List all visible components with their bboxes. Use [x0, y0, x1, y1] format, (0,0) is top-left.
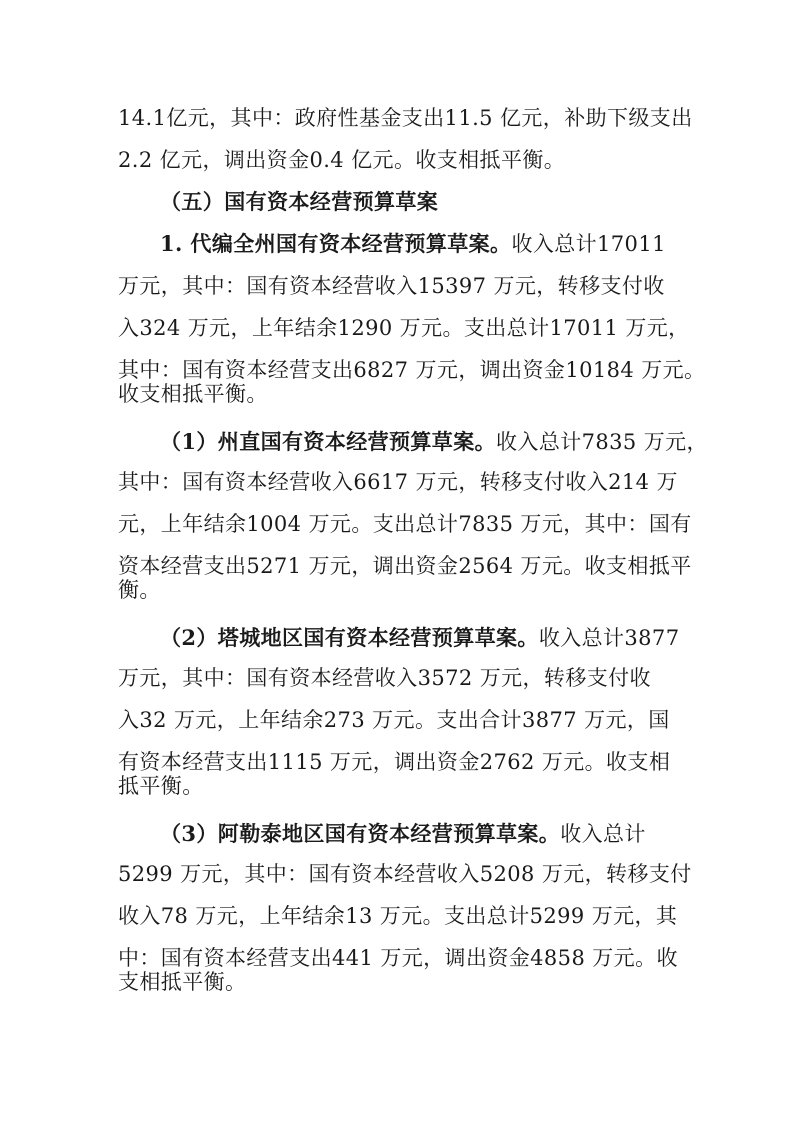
paragraph-line: 入324 万元，上年结余1290 万元。支出总计17011 万元， — [118, 316, 690, 340]
item-text: 收入总计17011 — [511, 232, 666, 256]
paragraph-line: 有资本经营支出1115 万元，调出资金2762 万元。收支相 — [118, 750, 671, 774]
paragraph-line: 收入78 万元，上年结余13 万元。支出总计5299 万元，其 — [118, 904, 678, 928]
paragraph-line: 中：国有资本经营支出441 万元，调出资金4858 万元。收 — [118, 946, 678, 970]
paragraph-line: 5299 万元，其中：国有资本经营收入5208 万元，转移支付 — [118, 862, 692, 886]
item-text: 收入总计3877 — [538, 626, 680, 650]
paragraph-line: 抵平衡。 — [118, 774, 204, 798]
paragraph-line: 万元，其中：国有资本经营收入3572 万元，转移支付收 — [118, 666, 651, 690]
item-text: 收入总计 — [560, 822, 646, 846]
paragraph-line: 14.1亿元，其中：政府性基金支出11.5 亿元，补助下级支出 — [118, 106, 693, 130]
paragraph-line: 2.2 亿元，调出资金0.4 亿元。收支相抵平衡。 — [118, 148, 566, 172]
section-heading: （五）国有资本经营预算草案 — [160, 189, 439, 214]
item-first-line — [160, 232, 720, 256]
paragraph-line: 入32 万元，上年结余273 万元。支出合计3877 万元，国 — [118, 708, 670, 732]
item-text: 收入总计7835 万元， — [496, 430, 708, 454]
paragraph-line: 资本经营支出5271 万元，调出资金2564 万元。收支相抵平 — [118, 554, 692, 578]
item-first-line — [160, 430, 720, 454]
paragraph-line: 其中：国有资本经营收入6617 万元，转移支付收入214 万 — [118, 470, 678, 494]
item-title: （1）州直国有资本经营预算草案。 — [160, 429, 497, 454]
paragraph-line: 收支相抵平衡。 — [118, 382, 268, 406]
paragraph-line: 衡。 — [118, 578, 161, 602]
paragraph-line: 其中：国有资本经营支出6827 万元，调出资金10184 万元。 — [118, 358, 706, 382]
item-title: 1. 代编全州国有资本经营预算草案。 — [160, 231, 512, 256]
paragraph-line: 万元，其中：国有资本经营收入15397 万元，转移支付收 — [118, 274, 665, 298]
item-title: （3）阿勒泰地区国有资本经营预算草案。 — [160, 821, 561, 846]
paragraph-line: 支相抵平衡。 — [118, 970, 247, 994]
item-first-line — [160, 822, 720, 846]
paragraph-line: 元，上年结余1004 万元。支出总计7835 万元，其中：国有 — [118, 512, 692, 536]
item-first-line — [160, 626, 720, 650]
item-title: （2）塔城地区国有资本经营预算草案。 — [160, 625, 539, 650]
